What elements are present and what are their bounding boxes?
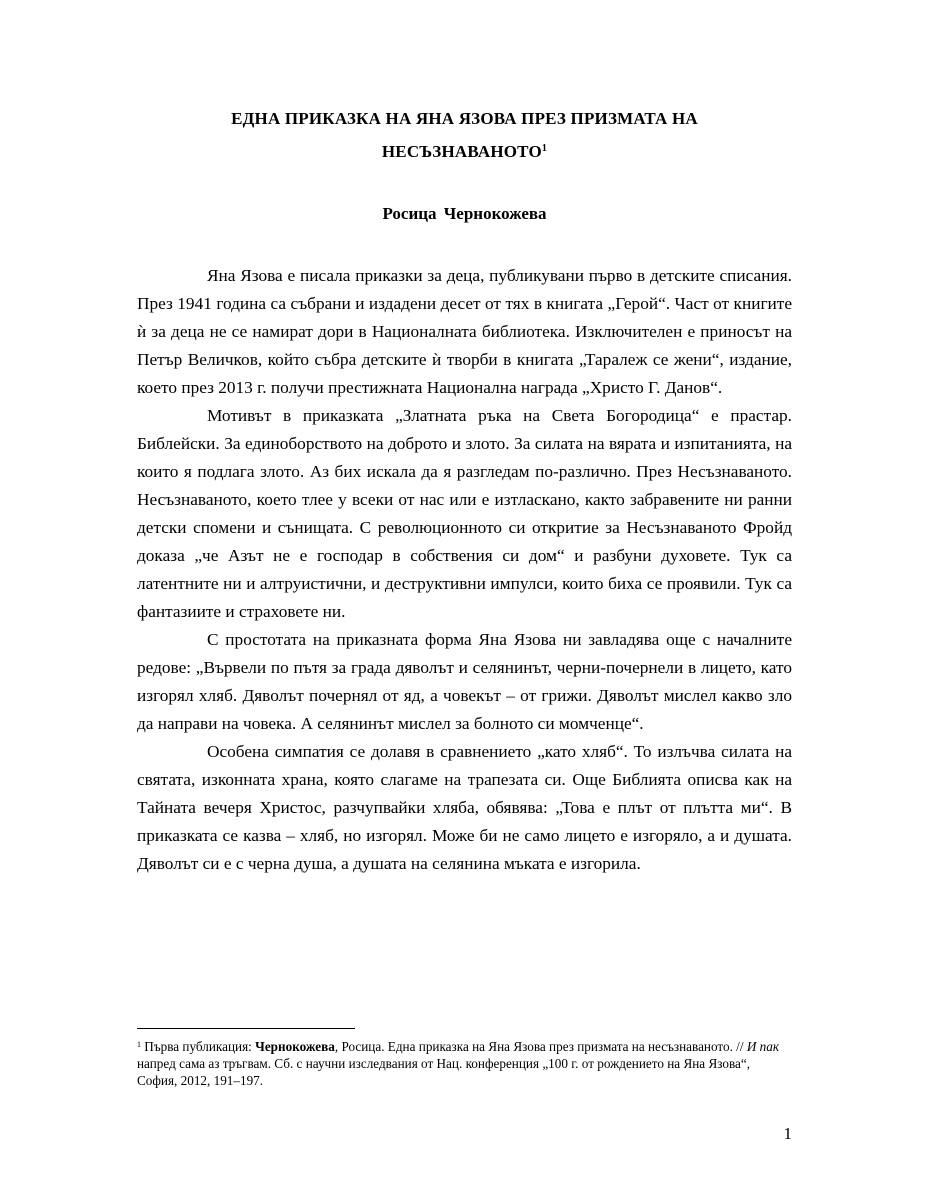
title-line-1 (137, 109, 792, 129)
footnote-intro: Първа публикация: (144, 1039, 252, 1054)
footnote (137, 1036, 792, 1089)
footnote-italic-title: И пак (746, 1039, 779, 1054)
author-name: Росица Чернокожева (382, 204, 547, 223)
footnote-separator (137, 1028, 355, 1029)
title-footnote-mark[interactable]: 1 (541, 143, 548, 154)
title-line-2-text: НЕСЪЗНАВАНОТО (381, 142, 542, 161)
body-text (137, 262, 792, 878)
title-line-2 (137, 142, 792, 162)
footnote-citation: , Росица. Една приказка на Яна Язова през призмата на несъзнаваното. // (334, 1039, 744, 1054)
footnote-citation-rest: напред сама аз тръгвам. Сб. с научни изследвания от Нац. конференция „100 г. от рождението на Яна Язова“, София, 2012, 191–197. (137, 1056, 751, 1088)
paragraph-4: Особена симпатия се долавя в сравнението „като хляб“. То излъчва силата на святата, изконната храна, която слагаме на трапезата си. Още Библията описва как на Тайната вечеря Христос, разчупвайки хляба, обявява: „Това е плът от плътта ми“. В приказката се казва – хляб, но изгорял. Може би не само лицето е изгоряло, а и душата. Дяволът си е с черна душа, а душата на селянина мъката е изгорила. (137, 742, 792, 873)
title-line-1-text: ЕДНА ПРИКАЗКА НА ЯНА ЯЗОВА ПРЕЗ ПРИЗМАТА НА (231, 109, 698, 128)
footnote-author: Чернокожева (255, 1039, 335, 1054)
paragraph-2: Мотивът в приказката „Златната ръка на Света Богородица“ е прастар. Библейски. За единоборството на доброто и злото. За силата на вярата и изпитанията, на които я подлага злото. Аз бих искала да я разгледам по-различно. През Несъзнаваното. Несъзнаваното, което тлее у всеки от нас или е изтласкано, както забравените ни ранни детски спомени и сънищата. С революционното си откритие за Несъзнаваното Фройд доказа „че Азът не е господар в собствения си дом“ и разбуни духовете. Тук са латентните ни и алтруистични, и деструктивни импулси, които биха се проявили. Тук са фантазиите и страховете ни. (137, 406, 792, 621)
paragraph-3: С простотата на приказната форма Яна Язова ни завладява още с началните редове: „Вървели по пътя за града дяволът и селянинът, черни-почернели в лицето, като изгорял хляб. Дяволът почернял от яд, а човекът – от грижи. Дяволът мислел какво зло да направи на човека. А селянинът мислел за болното си момченце“. (137, 630, 792, 733)
page-number: 1 (783, 1124, 792, 1143)
paragraph-1: Яна Язова е писала приказки за деца, публикувани първо в детските списания. През 1941 година са събрани и издадени десет от тях в книгата „Герой“. Част от книгите ѝ за деца не се намират дори в Националната библиотека. Изключителен е приносът на Петър Величков, който събра детските ѝ творби в книгата „Таралеж се жени“, издание, което през 2013 г. получи престижната Национална награда „Христо Г. Данов“. (137, 266, 792, 397)
footnote-mark: 1 (137, 1040, 141, 1049)
